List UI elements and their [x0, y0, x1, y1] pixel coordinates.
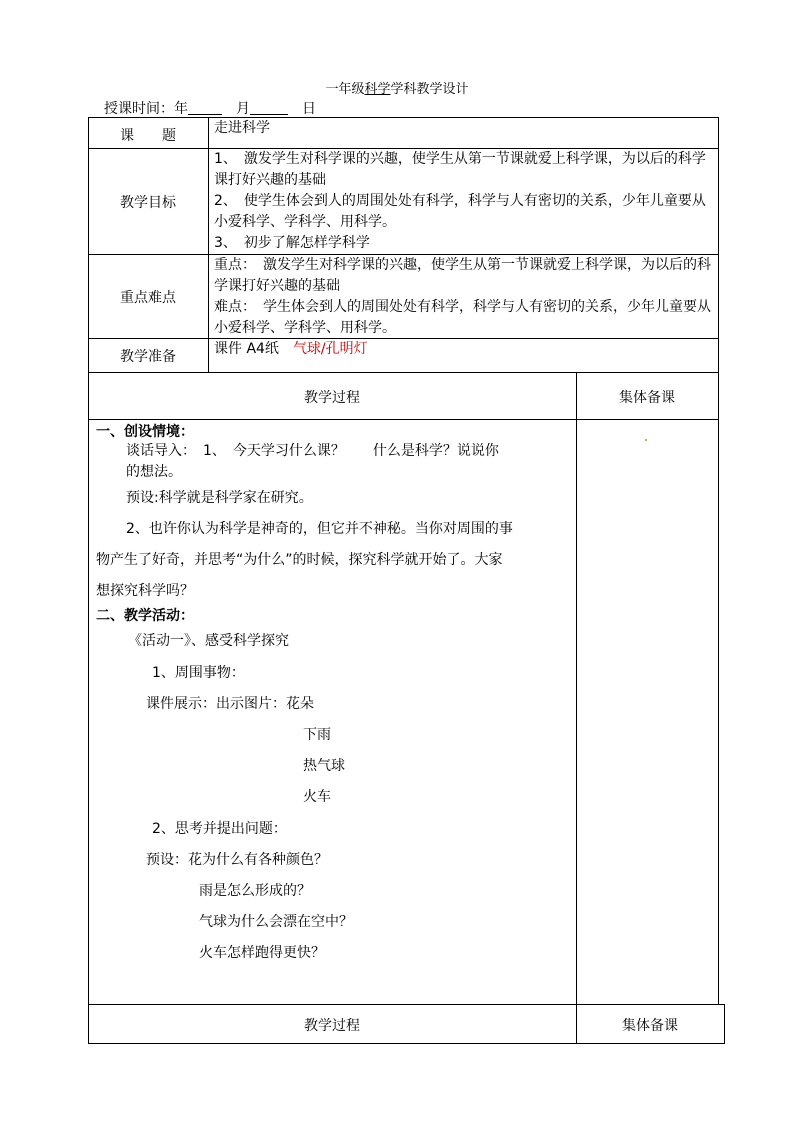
goal-item: 1、 激发学生对科学课的兴趣，使学生从第一节课就爱上科学课，为以后的科学课打好兴趣的基础 [214, 151, 706, 188]
goals-label: 教学目标 [120, 195, 176, 211]
key-points-content [214, 255, 714, 339]
collective-header: 集体备课 [619, 390, 675, 406]
activity-title: 《活动一》、感受科学探究 [128, 633, 289, 649]
question-item: 预设：花为什么有各种颜色？ [146, 852, 328, 868]
process-line: 的想法。 [126, 464, 182, 480]
process-header-repeat: 教学过程 [304, 1018, 360, 1034]
section-1-title: 一、创设情境： [96, 424, 194, 440]
process-line: 1、周围事物： [152, 665, 245, 681]
goal-item: 2、 使学生体会到人的周围处处有科学，科学与人有密切的关系，少年儿童要从小爱科学、学科学、用科学。 [214, 193, 706, 230]
picture-item: 热气球 [303, 758, 345, 774]
key-points-label: 重点难点 [120, 290, 176, 306]
process-header: 教学过程 [304, 390, 360, 406]
picture-item: 火车 [303, 789, 331, 805]
difficulties: 难点： 学生体会到人的周围处处有科学，科学与人有密切的关系，少年儿童要从小爱科学、学科学、用科学。 [214, 299, 711, 336]
process-line: 谈话导入： 1、 今天学习什么课？ 什么是科学？说说你 [126, 443, 499, 459]
topic-value: 走进科学 [214, 120, 270, 136]
goal-item: 3、 初步了解怎样学科学 [214, 235, 370, 251]
question-item: 气球为什么会漂在空中？ [199, 914, 353, 930]
prep-label: 教学准备 [120, 349, 176, 365]
process-line: 物产生了好奇，并思考“为什么”的时候，探究科学就开始了。大家 [96, 552, 503, 568]
process-line: 想探究科学吗？ [96, 583, 194, 599]
prep-red-items: 气球/孔明灯 [292, 341, 368, 357]
process-line: 预设:科学就是科学家在研究。 [126, 490, 313, 506]
question-item: 雨是怎么形成的？ [199, 883, 311, 899]
section-2-title: 二、教学活动： [96, 608, 194, 624]
question-item: 火车怎样跑得更快？ [199, 945, 325, 961]
goals-list [214, 149, 714, 254]
process-line: 课件展示：出示图片：花朵 [146, 696, 314, 712]
collective-header-repeat: 集体备课 [622, 1018, 678, 1034]
process-line: 2、也许你认为科学是神奇的，但它并不神秘。当你对周围的事 [126, 521, 513, 537]
prep-value: 课件 A4纸 气球/孔明灯 [214, 341, 368, 357]
document-title: 一年级科学学科教学设计 [325, 82, 469, 97]
month-blank [250, 100, 288, 115]
stray-dot [645, 439, 647, 441]
key-points: 重点： 激发学生对科学课的兴趣，使学生从第一节课就爱上科学课，为以后的科学课打好兴趣的基础 [214, 257, 711, 294]
year-blank [188, 100, 222, 115]
picture-item: 下雨 [303, 727, 331, 743]
process-line: 2、思考并提出问题： [152, 821, 287, 837]
lesson-date-line: 授课时间：年 月 日 [104, 101, 316, 117]
topic-label: 课 题 [120, 128, 176, 144]
